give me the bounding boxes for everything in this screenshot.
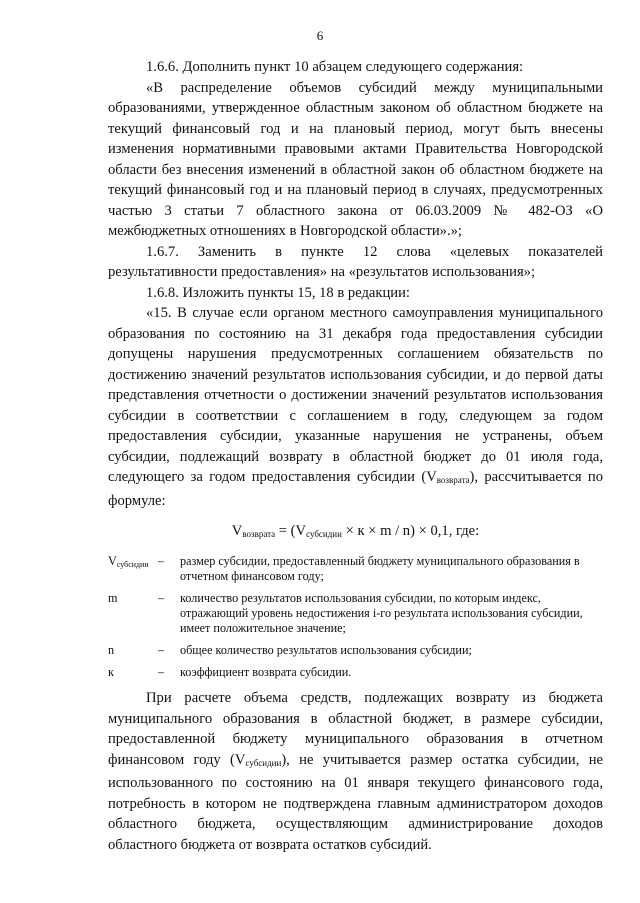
v-subsidy-subscript: субсидии: [245, 757, 282, 768]
paragraph-point-15: [108, 303, 603, 511]
paragraph-point-15-text: «15. В случае если органом местного самоуправления муниципального образования по состоянию на 31 декабря года предоставления субсидии допущены нарушения предусмотренных соглашением обязательств по достижению значений результатов использования субсидии, и до первой даты представления отчетности о достижении значений результатов использования субсидии в соответствии с соглашением в году, следующем за годом предоставления субсидии, указанные нарушения не устранены, объем субсидии, подлежащий возврату в областной бюджет до 01 июля года, следующего за годом предоставления субсидии (V: [108, 305, 603, 485]
legend-definition: количество результатов использования субсидии, по которым индекс, отражающий уровень недостижения i-го результата использования субсидии, имеет положительное значение;: [180, 591, 583, 635]
legend-row-k: к – коэффициент возврата субсидии.: [108, 665, 603, 680]
legend-row-n: n – общее количество результатов использования субсидии;: [108, 643, 603, 658]
legend-definition: общее количество результатов использования субсидии;: [180, 643, 472, 657]
legend-row-v-subsidy: $V_{субсидии}$ – размер субсидии, предоставленный бюджету муниципального образования в отчетном финансовом году;: [108, 554, 603, 584]
legend-definition: размер субсидии, предоставленный бюджету муниципального образования в отчетном финансовом году;: [180, 554, 580, 583]
paragraph-1-6-6: 1.6.6. Дополнить пункт 10 абзацем следующего содержания:: [146, 59, 524, 75]
legend-row-m: m – количество результатов использования субсидии, по которым индекс, отражающий уровень недостижения i-го результата использования субсидии, имеет положительное значение;: [108, 591, 603, 636]
paragraph-1-6-8: 1.6.8. Изложить пункты 15, 18 в редакции:: [146, 284, 410, 301]
document-body: [108, 57, 603, 855]
return-formula: $V_{возврата} = (V_{субсидии} \times к \times m / n) \times 0,1$, где:: [231, 523, 480, 539]
paragraph-return-calculation: При расчете объема средств, подлежащих возврату из бюджета муниципального образования в областной бюджет, в размере субсидии, предоставленной бюджету муниципального образования в отчетном финансовом году (Vсубсидии), не учитывается размер остатка субсидии, не использованного по состоянию на 01 января текущего финансового года, потребность в котором не подтверждена главным администратором доходов областного бюджета, осуществляющим администрирование доходов областного бюджета от возврата остатков субсидий.: [108, 690, 603, 853]
paragraph-subsidy-distribution: «В распределение объемов субсидий между муниципальными образованиями, утвержденное областным законом об областном бюджете на текущий финансовый год и на плановый период, могут быть внесены изменения нормативными правовыми актами Правительства Новгородской области без внесения изменений в областной закон об областном бюджете на текущий финансовый год и на плановый период в случаях, предусмотренных частью 3 статьи 7 областного закона от 06.03.2009 № 482-ОЗ «О межбюджетных отношениях в Новгородской области».»;: [108, 79, 603, 239]
formula-sub-return: возврата: [242, 529, 276, 539]
legend-definition: коэффициент возврата субсидии.: [180, 665, 352, 679]
formula-legend: [108, 554, 603, 680]
page-number: 6: [316, 28, 324, 43]
paragraph-1-6-7: 1.6.7. Заменить в пункте 12 слова «целевых показателей результативности предоставления» на «результатов использования»;: [108, 243, 603, 280]
v-return-subscript: возврата: [436, 475, 470, 485]
formula-sub-subsidy: субсидии: [306, 529, 342, 539]
paragraph-point-15-end: ), рассчитывается по формуле:: [108, 469, 603, 509]
